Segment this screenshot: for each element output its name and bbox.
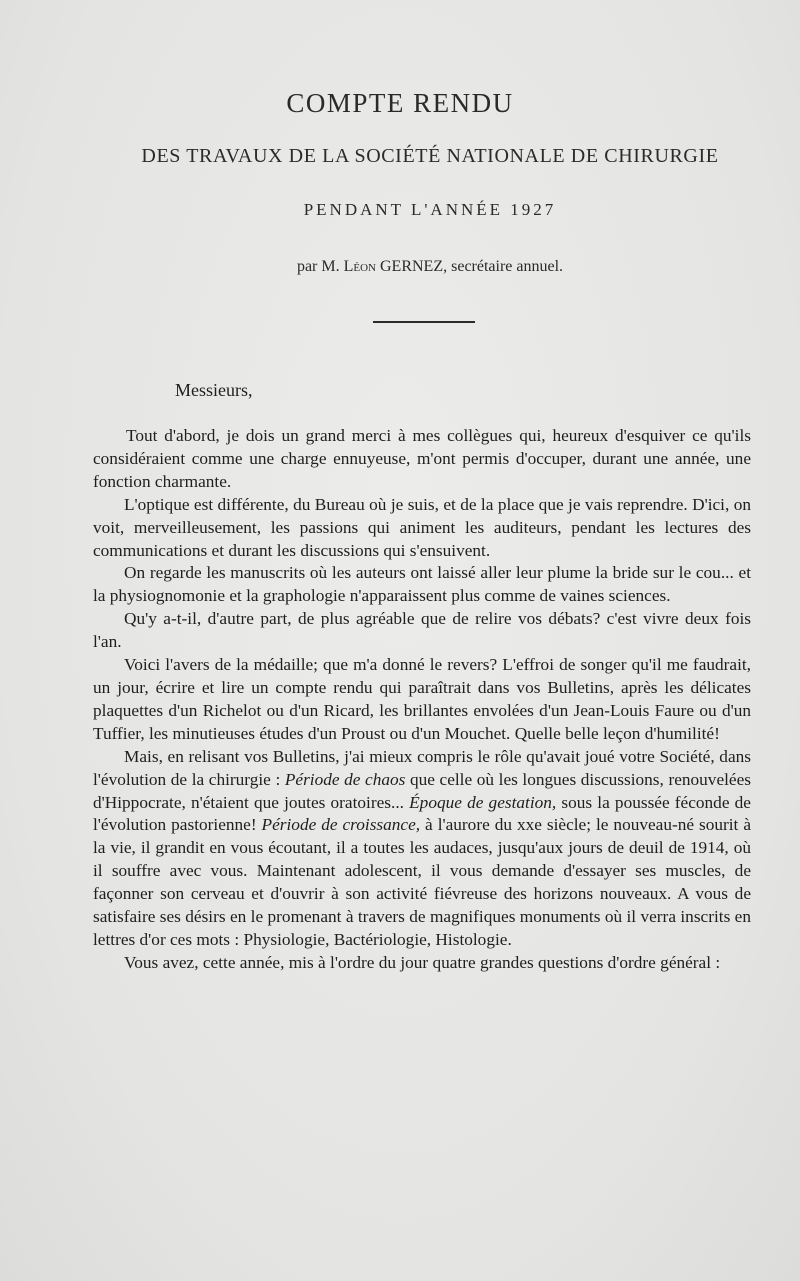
paragraph-6-text-1: Mais, en relisant vos Bulletins, j'ai mieux compris le rôle qu'avait joué votre Société, dans l'évolution de la chirurgie : (93, 746, 751, 789)
body-text (93, 425, 751, 975)
author-prefix: par M. (296, 258, 340, 275)
paragraph-6-text-4: à l'aurore du xxe siècle; le nouveau-né sourit à la vie, il grandit en vous écoutant, il a toutes les audaces, jusqu'aux jours de deuil de 1914, où il souffre avec vous. Maintenant adolescent, il vous demande d'essayer ses muscles, de façonner son cerveau et d'ouvrir à son activité fiévreuse des horizons nouveaux. A vous de satisfaire ses désirs en le promenant à travers de magnifiques monuments où il verra inscrits en lettres d'or ces mots : Physiologie, Bactériologie, Histologie. (93, 815, 752, 949)
author-firstname: Léon (343, 258, 376, 275)
document-subtitle: DES TRAVAUX DE LA SOCIÉTÉ NATIONALE DE CHIRURGIE (141, 145, 719, 167)
paragraph-3: On regarde les manuscrits où les auteurs ont laissé aller leur plume la bride sur le cou... et la physiognomonie et la graphologie n'apparaissent plus comme de vaines sciences. (93, 563, 751, 606)
paragraph-6-text-2: que celle où les longues discussions, renouvelées d'Hippocrate, n'étaient que joutes oratoires... (93, 769, 751, 812)
salutation: Messieurs, (175, 380, 253, 400)
paragraph-5: Voici l'avers de la médaille; que m'a donné le revers? L'effroi de songer qu'il me faudrait, un jour, écrire et lire un compte rendu qui paraîtrait dans vos Bulletins, après les délicates plaquettes d'un Richelot ou d'un Ricard, les brillantes envolées d'un Jean-Louis Faure ou d'un Tuffier, les minutieuses études d'un Proust ou d'un Mouchet. Quelle belle leçon d'humilité! (93, 655, 751, 743)
paragraph-6-text-3: sous la poussée féconde de l'évolution pastorienne! (93, 792, 751, 835)
document-title: COMPTE RENDU (286, 88, 514, 118)
paragraph-6-italic-3: Période de croissance, (261, 815, 421, 835)
title-divider (373, 321, 475, 323)
paragraph-6-italic-1: Période de chaos (284, 769, 406, 789)
paragraph-6 (93, 746, 751, 952)
document-period: PENDANT L'ANNÉE 1927 (303, 200, 557, 219)
paragraph-6-italic-2: Époque de gestation, (409, 792, 557, 812)
paragraph-2: L'optique est différente, du Bureau où je suis, et de la place que je vais reprendre. D'ici, on voit, merveilleusement, les passions qui animent les auditeurs, pendant les lectures des communications et durant les discussions qui s'ensuivent. (93, 494, 751, 560)
author-surname: GERNEZ, (380, 258, 448, 275)
paragraph-7: Vous avez, cette année, mis à l'ordre du jour quatre grandes questions d'ordre général : (124, 952, 721, 972)
paragraph-1: Tout d'abord, je dois un grand merci à mes collègues qui, heureux d'esquiver ce qu'ils considéraient comme une charge ennuyeuse, m'ont permis d'occuper, durant une année, une fonction charmante. (93, 426, 751, 491)
author-role: secrétaire annuel. (451, 258, 564, 275)
paragraph-4: Qu'y a-t-il, d'autre part, de plus agréable que de relire vos débats? c'est vivre deux fois l'an. (93, 609, 751, 652)
author-line (0, 258, 800, 276)
